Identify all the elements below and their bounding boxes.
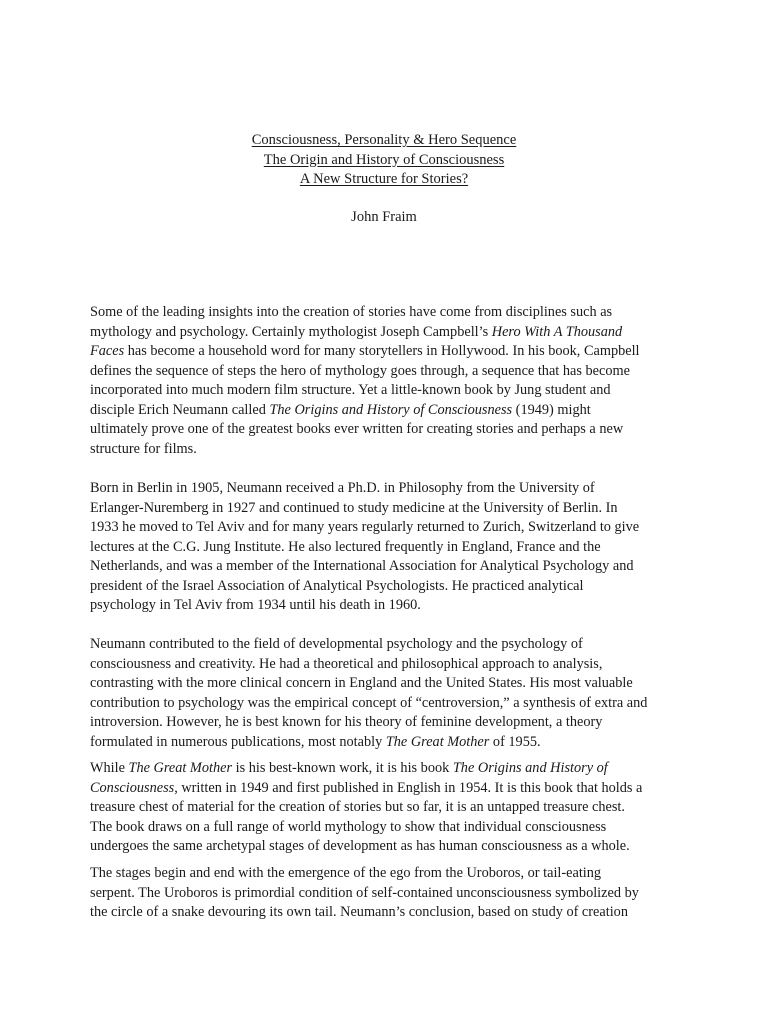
- text-run: ultimately prove one of the greatest books ever written for creating stories and perhaps a new: [90, 421, 624, 437]
- text-run: the circle of a snake devouring its own tail. Neumann’s conclusion, based on study of creation: [90, 904, 628, 920]
- text-run: introversion. However, he is best known for his theory of feminine development, a theory: [90, 714, 603, 730]
- text-line: [90, 323, 680, 343]
- text-run: of 1955.: [489, 733, 541, 750]
- text-line: [90, 655, 680, 675]
- text-run: disciple Erich Neumann called: [90, 401, 270, 418]
- document-title-block: [0, 131, 768, 190]
- text-run: mythology and psychology. Certainly mythologist Joseph Campbell’s: [90, 323, 492, 340]
- text-run: undergoes the same archetypal stages of development as has human consciousness as a whole.: [90, 838, 630, 854]
- text-line: [90, 779, 680, 799]
- text-run: incorporated into much modern film structure. Yet a little-known book by Jung student and: [90, 382, 611, 398]
- text-line: [90, 479, 680, 499]
- text-line: [90, 499, 680, 519]
- text-run: consciousness and creativity. He had a theoretical and philosophical approach to analysis,: [90, 655, 603, 672]
- text-run: lectures at the C.G. Jung Institute. He also lectured frequently in England, France and the: [90, 538, 601, 555]
- text-run: formulated in numerous publications, most notably: [90, 733, 386, 750]
- paragraph-5: [90, 864, 680, 923]
- text-line: [90, 694, 680, 714]
- text-line: [90, 381, 680, 401]
- text-run: structure for films.: [90, 440, 197, 457]
- text-line: [90, 362, 680, 382]
- paragraph-1: [90, 303, 680, 459]
- text-run: contrasting with the more clinical concern in England and the United States. His most valuable: [90, 675, 633, 691]
- text-line: [90, 884, 680, 904]
- text-line: [90, 713, 680, 733]
- paragraph-2: [90, 479, 680, 616]
- text-run: contribution to psychology was the empirical concept of “centroversion,” a synthesis of extra and: [90, 694, 648, 711]
- author-name: John Fraim: [351, 209, 417, 225]
- text-line: [90, 342, 680, 362]
- text-run: psychology in Tel Aviv from 1934 until his death in 1960.: [90, 597, 421, 613]
- text-run: While: [90, 760, 129, 776]
- text-line: [90, 303, 680, 323]
- text-line: [90, 837, 680, 857]
- text-run: 1933 he moved to Tel Aviv and for many years regularly returned to Zurich, Switzerland to give: [90, 519, 640, 535]
- text-line: [90, 518, 680, 538]
- title-line-1: Consciousness, Personality & Hero Sequence: [251, 132, 517, 148]
- paragraph-4: [90, 759, 680, 857]
- text-run: is his best-known work, it is his book: [232, 760, 453, 776]
- text-line: [90, 420, 680, 440]
- paragraph-3: [90, 635, 680, 752]
- italic-title-run: The Origins and History of Consciousness: [269, 401, 513, 418]
- title-line-3: A New Structure for Stories?: [299, 171, 469, 187]
- text-line: [90, 818, 680, 838]
- italic-title-run: The Great Mother: [385, 733, 490, 750]
- text-run: Netherlands, and was a member of the International Association for Analytical Psychology and: [90, 558, 634, 574]
- text-run: treasure chest of material for the creation of stories but so far, it is an untapped treasure chest.: [90, 799, 625, 815]
- text-run: defines the sequence of steps the hero of mythology goes through, a sequence that has become: [90, 362, 630, 379]
- text-line: [90, 759, 680, 779]
- text-line: [90, 401, 680, 421]
- text-run: Neumann contributed to the field of developmental psychology and the psychology of: [90, 636, 583, 652]
- italic-title-run: Faces: [90, 343, 125, 359]
- text-line: [90, 674, 680, 694]
- text-line: [90, 538, 680, 558]
- text-line: [90, 596, 680, 616]
- text-line: [90, 635, 680, 655]
- text-run: president of the Israel Association of Analytical Psychologists. He practiced analytical: [90, 577, 584, 594]
- text-run: has become a household word for many storytellers in Hollywood. In his book, Campbell: [124, 343, 640, 359]
- text-run: Erlanger-Nuremberg in 1927 and continued to study medicine at the University of Berlin. In: [90, 499, 618, 516]
- text-line: [90, 864, 680, 884]
- text-run: serpent. The Uroboros is primordial condition of self-contained unconsciousness symbolized by: [90, 884, 639, 901]
- italic-title-run: Hero With A Thousand: [491, 323, 623, 340]
- title-line-2: The Origin and History of Consciousness: [263, 151, 505, 168]
- italic-title-run: The Origins and History of: [452, 760, 608, 776]
- italic-title-run: Consciousness: [90, 779, 175, 796]
- text-line: [90, 577, 680, 597]
- text-run: (1949) might: [512, 401, 591, 418]
- text-line: [90, 557, 680, 577]
- text-line: [90, 733, 680, 753]
- italic-title-run: The Great Mother: [128, 760, 233, 776]
- text-line: [90, 798, 680, 818]
- text-line: [90, 440, 680, 460]
- text-run: Some of the leading insights into the creation of stories have come from disciplines such as: [90, 304, 613, 320]
- text-run: Born in Berlin in 1905, Neumann received a Ph.D. in Philosophy from the University of: [90, 480, 595, 496]
- text-line: [90, 903, 680, 923]
- text-run: , written in 1949 and first published in English in 1954. It is this book that holds a: [174, 779, 643, 796]
- text-run: The stages begin and end with the emergence of the ego from the Uroboros, or tail-eating: [90, 865, 602, 881]
- text-run: The book draws on a full range of world mythology to show that individual consciousness: [90, 818, 607, 835]
